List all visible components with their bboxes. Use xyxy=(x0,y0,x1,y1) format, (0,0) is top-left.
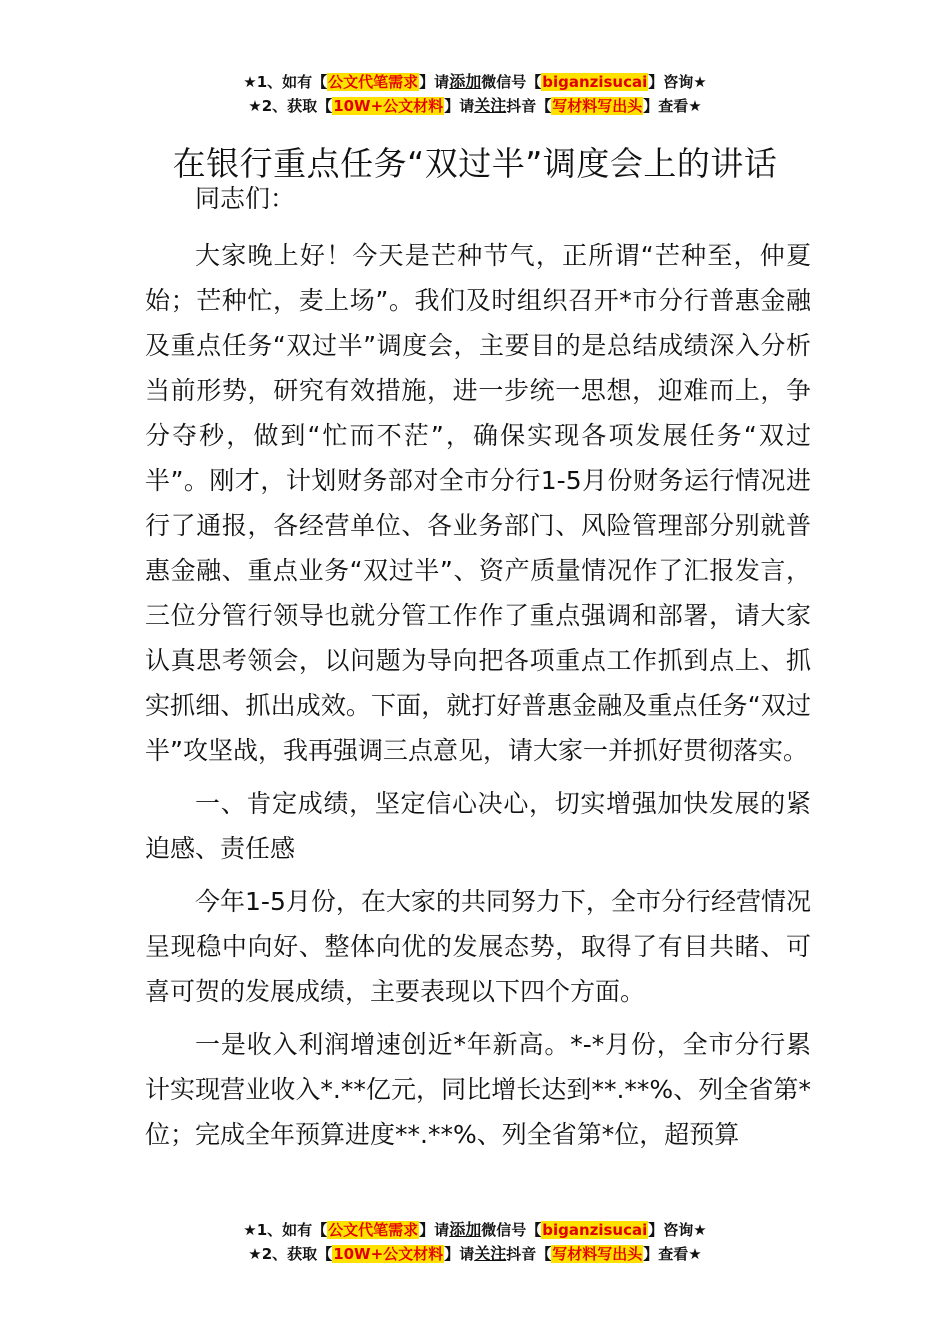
highlight-materials: 10W+公文材料 xyxy=(333,97,444,115)
promo-text: 】请 xyxy=(444,1245,475,1263)
highlight-service: 公文代笔需求 xyxy=(328,73,419,91)
promo-text: 抖音【 xyxy=(506,1245,552,1263)
body-paragraph: 大家晚上好！今天是芒种节气，正所谓“芒种至，仲夏始；芒种忙，麦上场”。我们及时组织召开*市分行普惠金融及重点任务“双过半”调度会，主要目的是总结成绩深入分析当前形势，研究有效措施，进一步统一思想，迎难而上，争分夺秒，做到“忙而不茫”，确保实现各项发展任务“双过半”。刚才，计划财务部对全市分行1-5月份财务运行情况进行了通报，各经营单位、各业务部门、风险管理部分别就普惠金融、重点业务“双过半”、资产质量情况作了汇报发言，三位分管行领导也就分管工作作了重点强调和部署，请大家认真思考领会，以问题为导向把各项重点工作抓到点上、抓实抓细、抓出成效。下面，就打好普惠金融及重点任务“双过半”攻坚战，我再强调三点意见，请大家一并抓好贯彻落实。 xyxy=(145,241,811,765)
document-body xyxy=(145,176,811,1162)
highlight-service: 公文代笔需求 xyxy=(328,1221,419,1239)
promo-text: 】查看★ xyxy=(643,1245,702,1263)
document-title: 在银行重点任务“双过半”调度会上的讲话 xyxy=(172,144,778,184)
highlight-wechat-id: biganzisucai xyxy=(542,1221,648,1239)
promo-text: 】咨询★ xyxy=(648,1221,707,1239)
promo-emphasis: 关注 xyxy=(474,1244,507,1263)
promo-text: ★1、如有【 xyxy=(243,73,328,91)
promo-banner-bottom xyxy=(0,1218,950,1266)
promo-emphasis: 添加 xyxy=(449,72,482,91)
highlight-douyin-account: 写材料写出头 xyxy=(552,97,643,115)
promo-line-1 xyxy=(0,1218,950,1242)
promo-emphasis: 关注 xyxy=(474,96,507,115)
promo-text: 】请 xyxy=(419,1221,450,1239)
section-heading: 一、肯定成绩，坚定信心决心，切实增强加快发展的紧迫感、责任感 xyxy=(145,789,811,863)
body-paragraph: 今年1-5月份，在大家的共同努力下，全市分行经营情况呈现稳中向好、整体向优的发展态势，取得了有目共睹、可喜可贺的发展成绩，主要表现以下四个方面。 xyxy=(145,887,811,1006)
promo-line-2 xyxy=(0,94,950,118)
promo-text: ★2、获取【 xyxy=(248,97,333,115)
highlight-materials: 10W+公文材料 xyxy=(333,1245,444,1263)
body-paragraph: 一是收入利润增速创近*年新高。*-*月份，全市分行累计实现营业收入*.**亿元，同比增长达到**.**%、列全省第*位；完成全年预算进度**.**%、列全省第*位，超预算 xyxy=(145,1030,811,1149)
promo-emphasis: 添加 xyxy=(449,1220,482,1239)
promo-line-1 xyxy=(0,70,950,94)
promo-text: 】请 xyxy=(419,73,450,91)
promo-text: 抖音【 xyxy=(506,97,552,115)
promo-text: ★1、如有【 xyxy=(243,1221,328,1239)
highlight-douyin-account: 写材料写出头 xyxy=(552,1245,643,1263)
promo-text: 】请 xyxy=(444,97,475,115)
promo-text: ★2、获取【 xyxy=(248,1245,333,1263)
promo-text: 】查看★ xyxy=(643,97,702,115)
promo-text: 微信号【 xyxy=(481,1221,542,1239)
salutation: 同志们： xyxy=(195,184,296,213)
promo-text: 微信号【 xyxy=(481,73,542,91)
promo-line-2 xyxy=(0,1242,950,1266)
highlight-wechat-id: biganzisucai xyxy=(542,73,648,91)
promo-banner-top xyxy=(0,70,950,118)
promo-text: 】咨询★ xyxy=(648,73,707,91)
